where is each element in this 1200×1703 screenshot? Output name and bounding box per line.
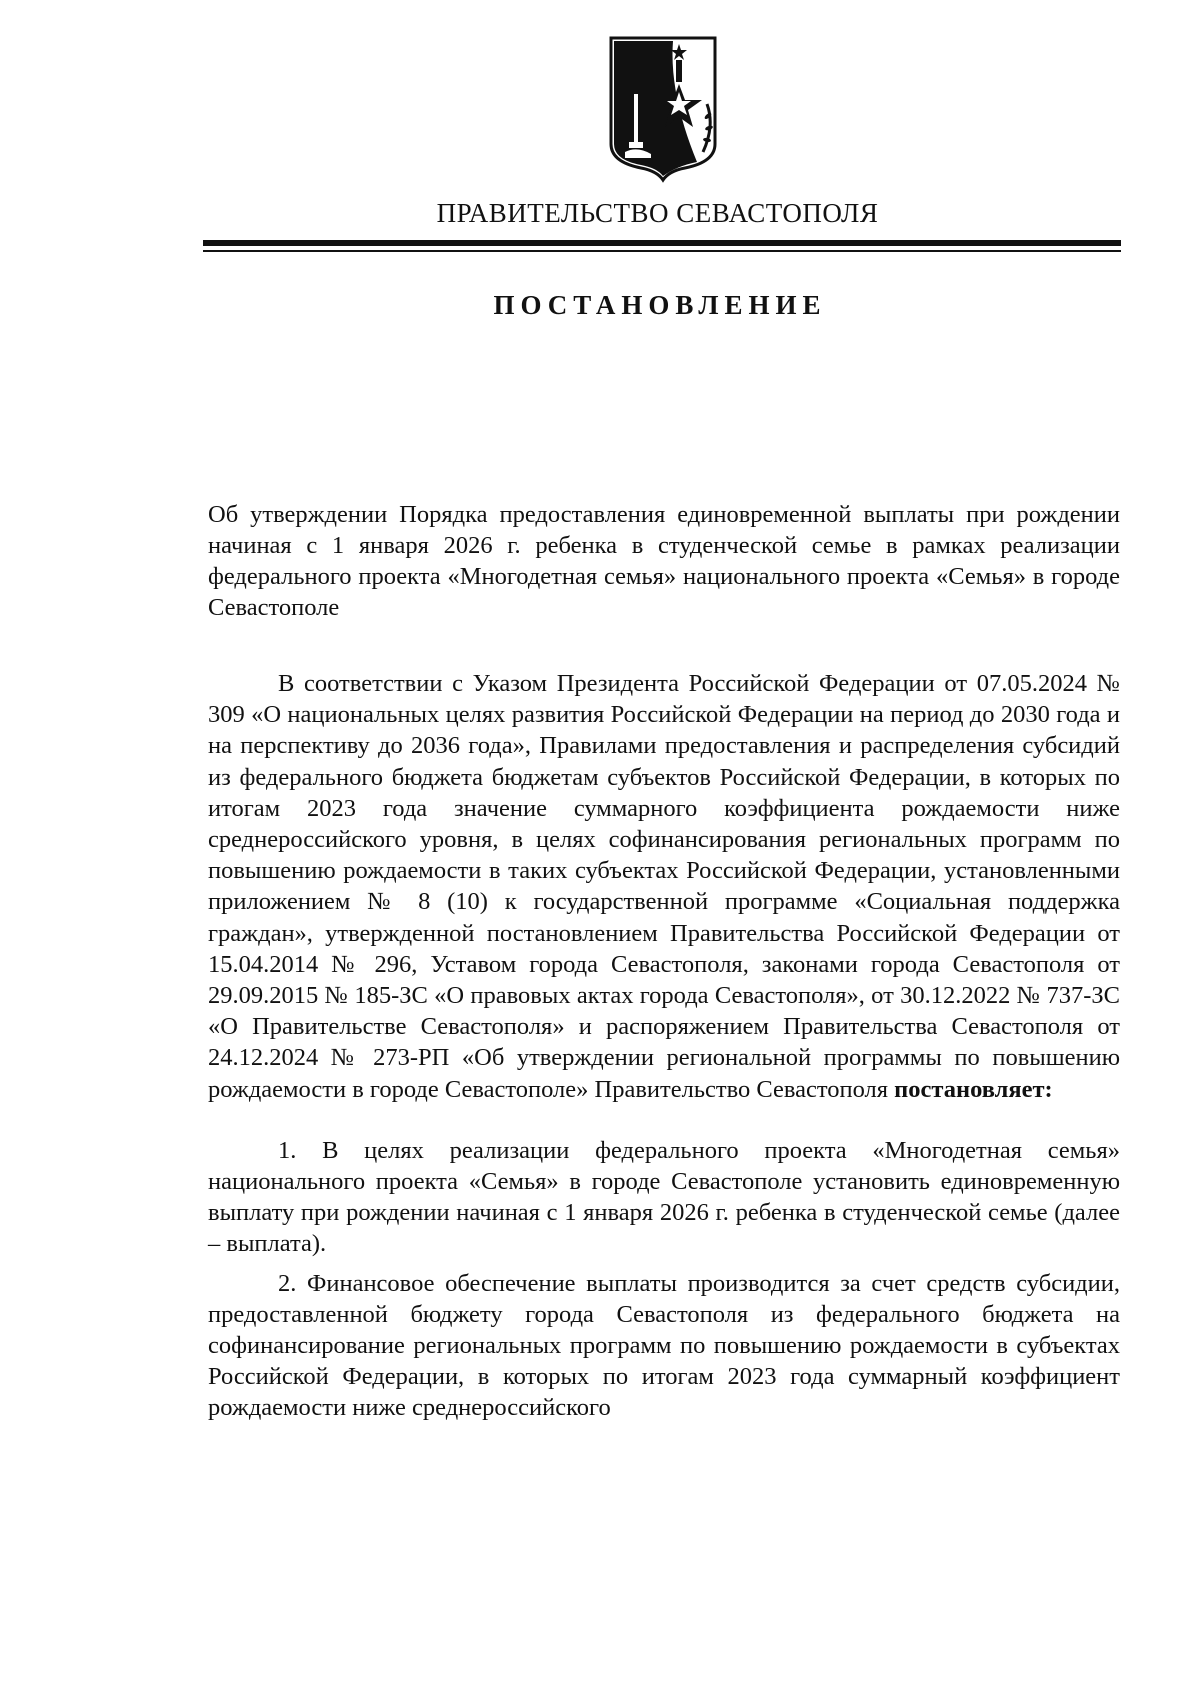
coat-of-arms-icon [607, 34, 719, 184]
resolves-word: постановляет: [894, 1075, 1053, 1103]
document-type-title: ПОСТАНОВЛЕНИЕ [493, 290, 827, 320]
preamble-text: В соответствии с Указом Президента Российской Федерации от 07.05.2024 № 309 «О национальных целях развития Российской Федерации на период до 2030 года и на перспективу до 2036 года», Правилами предоставления и распределения субсидий из федерального бюджета бюджетам субъектов Российской Федерации, в которых по итогам 2023 года значение суммарного коэффициента рождаемости ниже среднероссийского уровня, в целях софинансирования региональных программ по повышению рождаемости в таких субъектах Российской Федерации, установленными приложением № 8 (10) к государственной программе «Социальная поддержка граждан», утвержденной постановлением Правительства Российской Федерации от 15.04.2014 № 296, Уставом города Севастополя, законами города Севастополя от 29.09.2015 № 185-ЗС «О правовых актах города Севастополя», от 30.12.2022 № 737-ЗС «О Правительстве Севастополя» и распоряжением Правительства Севастополя от 24.12.2024 № 273-РП «Об утверждении региональной программы по повышению рождаемости в городе Севастополе» Правительство Севастополя [208, 670, 1120, 1103]
preamble-paragraph [208, 668, 1120, 1105]
document-subject: Об утверждении Порядка предоставления единовременной выплаты при рождении начиная с 1 января 2026 г. ребенка в студенческой семье в рамках реализации федерального проекта «Многодетная семья» национального проекта «Семья» в городе Севастополе [208, 501, 1120, 621]
item-2-paragraph: 2. Финансовое обеспечение выплаты производится за счет средств субсидии, предоставленной бюджету города Севастополя из федерального бюджета на софинансирование региональных программ по повышению рождаемости в субъектах Российской Федерации, в которых по итогам 2023 года суммарный коэффициент рождаемости ниже среднероссийского [208, 1269, 1120, 1422]
organization-name: ПРАВИТЕЛЬСТВО СЕВАСТОПОЛЯ [436, 198, 879, 228]
item-1-paragraph: 1. В целях реализации федерального проекта «Многодетная семья» национального проекта «Семья» в городе Севастополе установить единовременную выплату при рождении начиная с 1 января 2026 г. ребенка в студенческой семье (далее – выплата). [208, 1136, 1120, 1258]
header-rule-thick [203, 240, 1121, 246]
document-body [208, 668, 1120, 1424]
header-rule-thin [203, 250, 1121, 252]
